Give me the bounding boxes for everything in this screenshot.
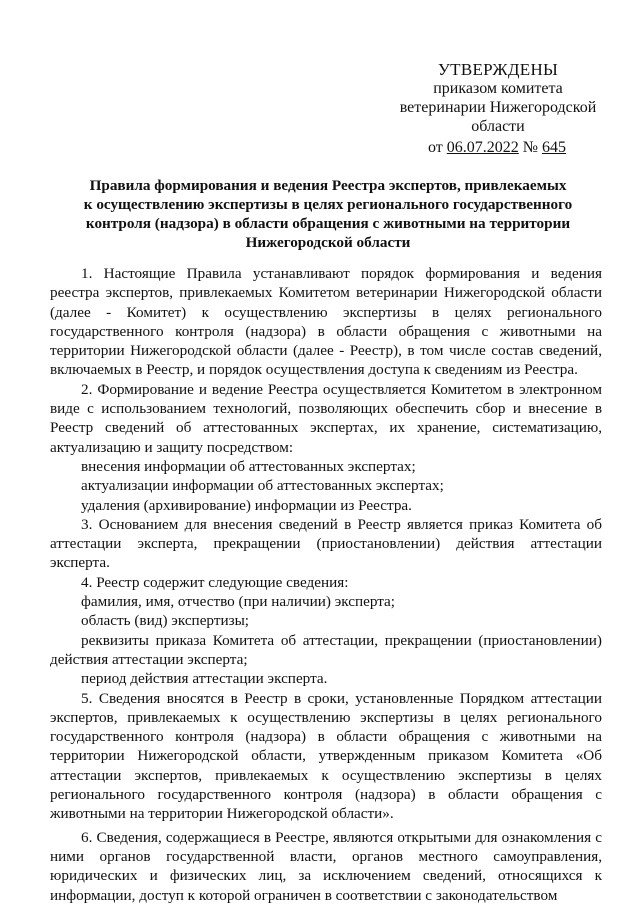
paragraph-1: 1. Настоящие Правила устанавливают порядок формирования и ведения реестра экспертов, привлекаемых Комитетом ветеринарии Нижегородской области (далее - Комитет) к осуществлению экспертизы в целях регионального государственного контроля (надзора) в области обращения с животными на территории Нижегородской области (далее - Реестр), в том числе состав сведений, включаемых в Реестр, и порядок осуществления доступа к сведениям из Реестра. [50,265,602,379]
paragraph-5: 5. Сведения вносятся в Реестр в сроки, установленные Порядком аттестации экспертов, привлекаемых к осуществлению экспертизы в целях регионального государственного контроля (надзора) в области обращения с животными на территории Нижегородской области, утвержденным приказом Комитета «Об аттестации экспертов, привлекаемых к осуществлению экспертизы в целях регионального государственного контроля (надзора) в области обращения с животными на территории Нижегородской области». [50,689,602,823]
list-item-full-name: фамилия, имя, отчество (при наличии) эксперта; [81,593,396,611]
list-item-order-details: реквизиты приказа Комитета об аттестации, прекращении (приостановлении) действия аттестации эксперта; [50,631,602,668]
title-line-3: контроля (надзора) в области обращения с животными на территории [85,215,571,232]
order-reference [428,138,566,157]
order-date: 06.07.2022 [446,139,519,156]
paragraph-3: 3. Основанием для внесения сведений в Реестр является приказ Комитета об аттестации эксперта, прекращении (приостановлении) действия аттестации эксперта. [50,515,602,572]
list-item-update-info: актуализации информации об аттестованных экспертах; [81,477,444,495]
approval-line-1: приказом комитета [433,80,563,97]
list-item-attestation-period: период действия аттестации эксперта. [81,670,328,688]
order-number: 645 [542,139,567,156]
list-item-add-info: внесения информации об аттестованных экспертах; [81,457,416,475]
paragraph-2: 2. Формирование и ведение Реестра осуществляется Комитетом в электронном виде с использованием технологий, позволяющих обеспечить сбор и внесение в Реестр сведений об аттестованных экспертах, их хранение, систематизацию, актуализацию и защиту посредством: [50,380,602,456]
title-line-4: Нижегородской области [245,234,411,251]
approval-line-2: ветеринарии Нижегородской [399,99,597,116]
approval-stamp [388,60,608,136]
approval-line-3: области [471,118,525,135]
order-prefix: от [428,139,447,156]
title-line-2: к осуществлению экспертизы в целях регионального государственного [83,196,573,213]
approval-heading: УТВЕРЖДЕНЫ [437,60,559,79]
list-item-expertise-area: область (вид) экспертизы; [81,612,250,630]
order-number-sign: № [518,139,543,156]
list-item-remove-info: удаления (архивирование) информации из Реестра. [81,496,412,514]
title-line-1: Правила формирования и ведения Реестра экспертов, привлекаемых [89,177,567,194]
paragraph-6: 6. Сведения, содержащиеся в Реестре, являются открытыми для ознакомления с ними органов государственной власти, органов местного самоуправления, юридических и физических лиц, за исключением сведений, относящихся к информации, доступ к которой ограничен в соответствии с законодательством [50,828,602,904]
document-body [50,264,602,905]
document-title [56,176,600,252]
paragraph-4: 4. Реестр содержит следующие сведения: [81,573,349,591]
